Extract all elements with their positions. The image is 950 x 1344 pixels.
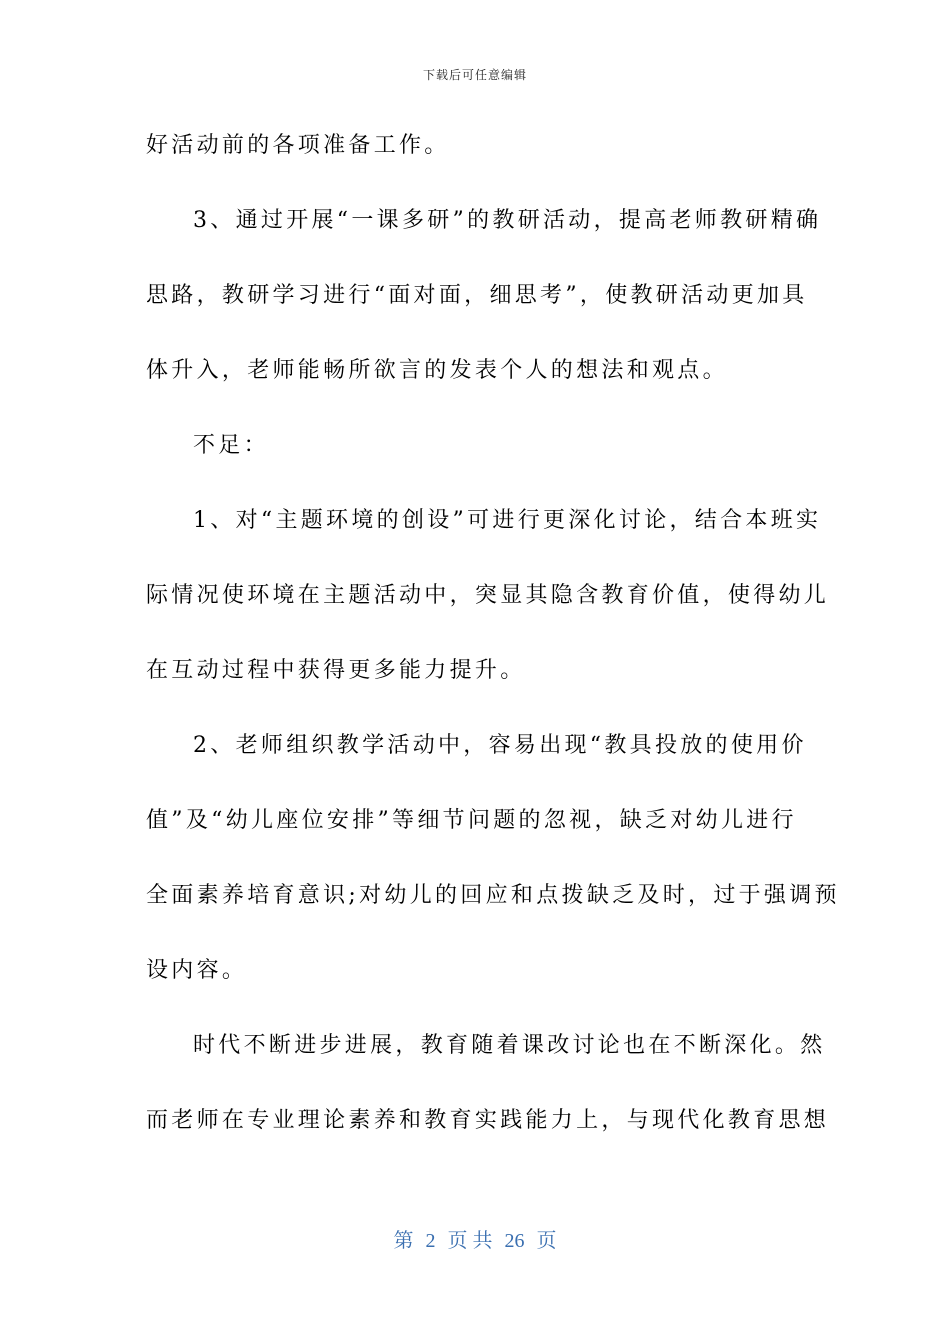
page-number: 2 [425,1230,436,1252]
text-line: 2、老师组织教学活动中，容易出现“教具投放的使用价 [193,733,807,758]
total-pages: 26 [504,1230,525,1252]
text-line: 在互动过程中获得更多能力提升。 [146,658,526,683]
document-body [146,108,840,1158]
text-line: 好活动前的各项准备工作。 [146,133,450,158]
text-line: 全面素养培育意识;对幼儿的回应和点拨缺乏及时，过于强调预 [146,883,840,908]
text-line: 思路，教研学习进行“面对面，细思考”，使教研活动更加具 [146,283,808,308]
text-line: 际情况使环境在主题活动中，突显其隐含教育价值，使得幼儿 [146,583,830,608]
footer-prefix: 第 [393,1230,414,1252]
text-line: 值”及“幼儿座位安排”等细节问题的忽视，缺乏对幼儿进行 [146,808,797,833]
text-line: 1、对“主题环境的创设”可进行更深化讨论，结合本班实 [193,508,822,533]
text-line: 时代不断进步进展，教育随着课改讨论也在不断深化。然 [193,1033,826,1058]
section-heading: 不足： [193,433,269,458]
footer-middle: 页 共 [447,1230,493,1252]
footer-suffix: 页 [536,1230,557,1252]
text-line: 3、通过开展“一课多研”的教研活动，提高老师教研精确 [193,208,822,233]
text-line: 而老师在专业理论素养和教育实践能力上，与现代化教育思想 [146,1108,830,1133]
page-footer [0,1224,950,1253]
text-line: 设内容。 [146,958,248,983]
header-note: 下载后可任意编辑 [422,68,527,82]
text-line: 体升入，老师能畅所欲言的发表个人的想法和观点。 [146,358,728,383]
